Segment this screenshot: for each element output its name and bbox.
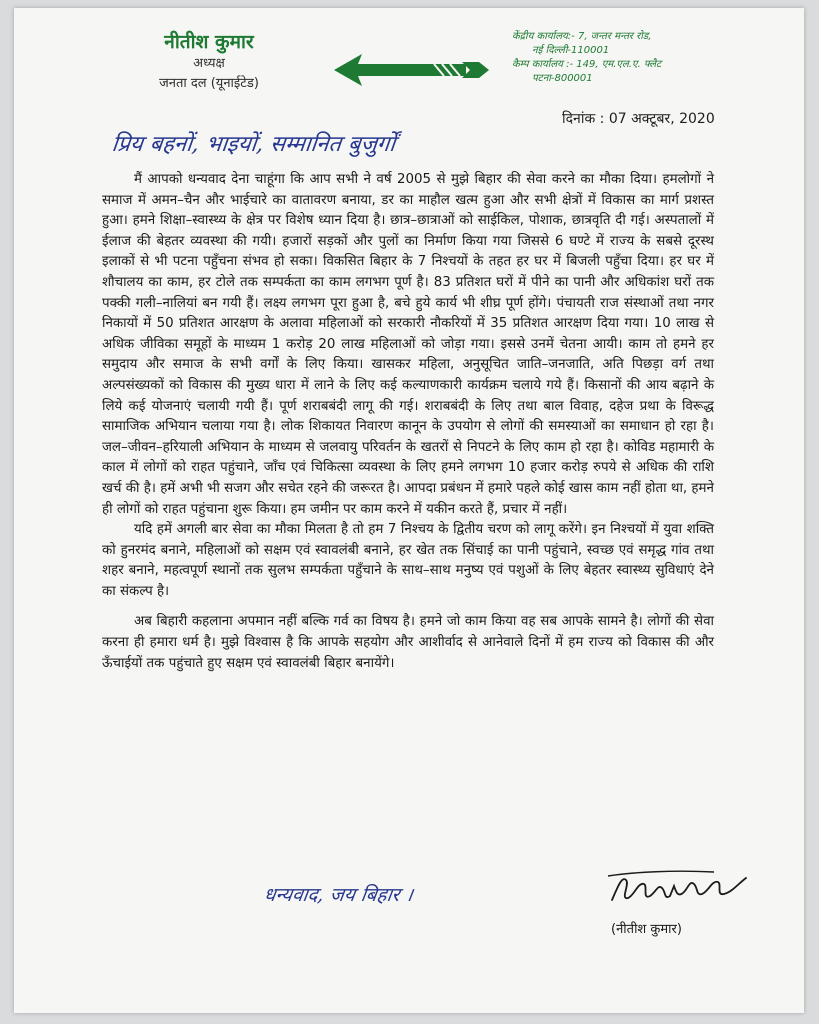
address-line: केंद्रीय कार्यालय:- 7, जन्तर मन्तर रोड, xyxy=(512,31,652,42)
address-line: नई दिल्ली-110001 xyxy=(532,45,610,56)
sender-name: नीतीश कुमार xyxy=(164,31,254,53)
arrow-icon xyxy=(334,50,489,90)
signature-image xyxy=(604,866,754,916)
body-paragraph: मैं आपको धन्यवाद देना चाहूंगा कि आप सभी ने वर्ष 2005 से मुझे बिहार की सेवा करने का मौका दिया। हमलोगों ने समाज में अमन–चैन और भाईचारे का वातावरण बनाया, डर का माहौल खत्म हुआ और सभी क्षेत्रों में विकास का मार्ग प्रशस्त हुआ। हमने शिक्षा–स्वास्थ्य के क्षेत्र पर विशेष ध्यान दिया है। छात्र–छात्राओं को साईकिल, पोशाक, छात्रवृति दी गई। अस्पतालों में ईलाज की बेहतर व्यवस्था की गयी। हजारों सड़कों और पुलों का निर्माण किया गया जिससे 6 घण्टे में राज्य के सबसे दूरस्थ इलाकों से भी पटना पहुँचना संभव हो सका। विकसित बिहार के 7 निश्चयों के तहत हर घर में बिजली पहुँचा दिया। हर घर में शौचालय का काम, हर टोले तक सम्पर्कता का काम लगभग पूर्ण है। 83 प्रतिशत घरों में पीने का पानी और अधिकांश घरों तक पक्की गली–नालियां बन गयी हैं। लक्ष्य लगभग पूरा हुआ है, बचे हुये कार्य भी शीघ्र पूर्ण होंगे। पंचायती राज संस्थाओं तथा नगर निकायों में 50 प्रतिशत आरक्षण के अलावा महिलाओं को सरकारी नौकरियों में 35 प्रतिशत आरक्षण दिया गया। 10 लाख से अधिक जीविका समूहों के माध्यम 1 करोड़ 20 लाख महिलाओं को जोड़ा गया। इससे उनमें चेतना आयी। काम तो हमने हर समुदाय और समाज के सभी वर्गों के लिए किया। खासकर महिला, अनुसूचित जाति–जनजाति, अति पिछड़ा वर्ग तथा अल्पसंख्यकों को विकास की मुख्य धारा में लाने के लिए कई कल्याणकारी कार्यक्रम चलाये गये हैं। किसानों की आय बढ़ाने के लिये कई योजनाएं चलायी गयी हैं। पूर्ण शराबबंदी लागू की गई। शराबबंदी के लिए तथा बाल विवाह, दहेज प्रथा के विरूद्ध सामाजिक अभियान चलाया गया है। लोक शिकायत निवारण कानून के उपयोग से लोगों की समस्याओं का समाधान हो रहा है। जल–जीवन–हरियाली अभियान के माध्यम से जलवायु परिवर्तन के खतरों से निपटने के लिए काम हो रहा है। कोविड महामारी के काल में लोगों को राहत पहुंचाने, जाँच एवं चिकित्सा व्यवस्था के लिए हमने लगभग 10 हजार करोड़ रुपये से अधिक की राशि खर्च की है। हमें अभी भी सजग और सचेत रहने की जरूरत है। आपदा प्रबंधन में हमारे पहले कोई खास काम नहीं होता था, हमने ही लोगों को राहत पहुंचाना शुरू किया। हम जमीन पर काम करने में यकीन करते हैं, प्रचार में नहीं। xyxy=(102,172,714,517)
letter-body xyxy=(102,170,714,674)
letterhead-address xyxy=(512,30,742,86)
address-line: पटना-800001 xyxy=(532,73,593,84)
body-paragraph: अब बिहारी कहलाना अपमान नहीं बल्कि गर्व का विषय है। हमने जो काम किया वह सब आपके सामने है। लोगों की सेवा करना ही हमारा धर्म है। मुझे विश्वास है कि आपके सहयोग और आशीर्वाद से आनेवाले दिनों में हम राज्य को विकास की और ऊँचाईयों तक पहुंचाते हुए सक्षम एवं स्वावलंबी बिहार बनायेंगे। xyxy=(102,614,714,671)
body-paragraph: यदि हमें अगली बार सेवा का मौका मिलता है तो हम 7 निश्चय के द्वितीय चरण को लागू करेंगे। इन निश्चयों में युवा शक्ति को हुनरमंद बनाने, महिलाओं को सक्षम एवं स्वावलंबी बनाने, हर खेत तक सिंचाई का पानी पहुंचाने, स्वच्छ एवं समृद्ध गांव तथा शहर बनाने, महत्वपूर्ण स्थानों तक सुलभ सम्पर्कता पहुँचाने के साथ–साथ मनुष्य एवं पशुओं के लिए बेहतर स्वास्थ्य सुविधाएं देने का संकल्प है। xyxy=(102,522,714,599)
letter-date: दिनांक : 07 अक्टूबर, 2020 xyxy=(562,111,715,127)
signer-name: (नीतीश कुमार) xyxy=(611,922,682,937)
sender-role: अध्यक्ष xyxy=(193,56,225,71)
sender-party: जनता दल (यूनाईटेड) xyxy=(159,76,259,91)
address-line: कैम्प कार्यालय :- 149, एम.एल.ए. फ्लैट xyxy=(512,59,662,70)
handwritten-salutation: प्रिय बहनों, भाइयों, सम्मानित बुजुर्गों xyxy=(110,132,397,157)
handwritten-closing: धन्यवाद, जय बिहार । xyxy=(262,884,415,906)
letter-page xyxy=(14,8,804,1013)
letterhead-sender xyxy=(104,30,314,94)
